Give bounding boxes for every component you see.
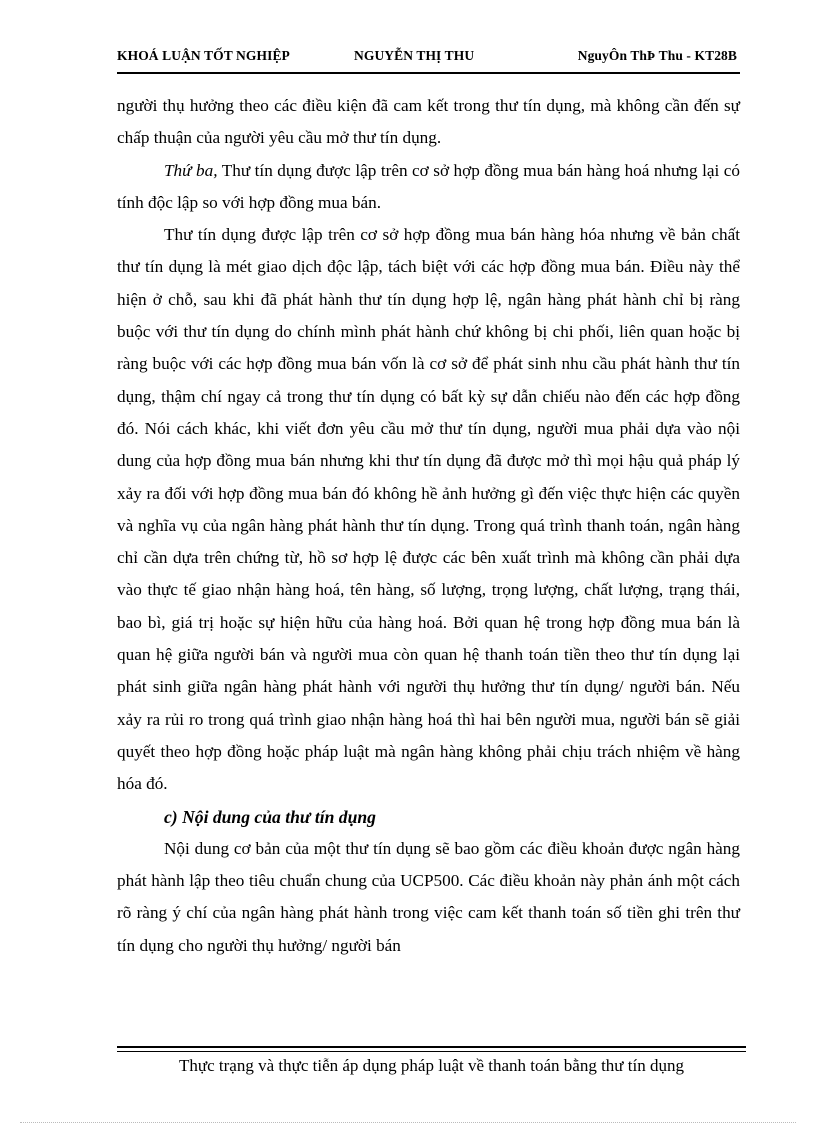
page-body xyxy=(117,90,740,962)
header-author-name: NGUYỄN THỊ THU xyxy=(354,48,475,63)
paragraph-independence: Thư tín dụng được lập trên cơ sở hợp đồng mua bán hàng hóa nhưng về bản chất thư tín dụng là mét giao dịch độc lập, tách biệt với các hợp đồng mua bán. Điều này thể hiện ở chỗ, sau khi đã phát hành thư tín dụng hợp lệ, ngân hàng phát hành chỉ bị ràng buộc với thư tín dụng do chính mình phát hành chứ không bị chi phối, liên quan hoặc bị ràng buộc với các hợp đồng mua bán vốn là cơ sở để phát sinh nhu cầu phát hành thư tín dụng, thậm chí ngay cả trong thư tín dụng có bất kỳ sự dẫn chiếu nào đến các hợp đồng đó. Nói cách khác, khi viết đơn yêu cầu mở thư tín dụng, người mua phải dựa vào nội dung của hợp đồng mua bán nhưng khi thư tín dụng đã được mở thì mọi hậu quả pháp lý xảy ra đối với hợp đồng mua bán đó không hề ảnh hưởng gì đến việc thực hiện các quyền và nghĩa vụ của ngân hàng phát hành thư tín dụng. Trong quá trình thanh toán, ngân hàng chỉ cần dựa trên chứng từ, hồ sơ hợp lệ được các bên xuất trình mà không cần phải dựa vào thực tế giao nhận hàng hoá, tên hàng, số lượng, trọng lượng, chất lượng, trạng thái, bao bì, giá trị hoặc sự hiện hữu của hàng hoá. Bởi quan hệ trong hợp đồng mua bán là quan hệ giữa người bán và người mua còn quan hệ thanh toán tiền theo thư tín dụng lại phát sinh giữa ngân hàng phát hành với người thụ hưởng thư tín dụng/ người bán. Nếu xảy ra rủi ro trong quá trình giao nhận hàng hoá thì hai bên người mua, người bán sẽ giải quyết theo hợp đồng hoặc pháp luật mà ngân hàng không phải chịu trách nhiệm về hàng hóa đó. xyxy=(117,225,740,794)
paragraph-third-feature-text: Thư tín dụng được lập trên cơ sở hợp đồng mua bán hàng hoá nhưng lại có tính độc lập so với hợp đồng mua bán. xyxy=(117,160,740,212)
paragraph-content-intro: Nội dung cơ bản của một thư tín dụng sẽ bao gồm các điều khoản được ngân hàng phát hành lập theo tiêu chuẩn chung của UCP500. Các điều khoản này phản ánh một cách rõ ràng ý chí của ngân hàng phát hành trong việc cam kết thanh toán số tiền ghi trên thư tín dụng cho người thụ hưởng/ người bán xyxy=(117,838,740,955)
footer-divider-thick xyxy=(117,1046,746,1048)
page-footer: Thực trạng và thực tiễn áp dụng pháp luật về thanh toán bằng thư tín dụng xyxy=(179,1056,684,1075)
page-header xyxy=(117,48,737,70)
header-author-class: NguyÔn ThÞ Thu - KT28B xyxy=(577,48,737,63)
paragraph-lead-italic: Thứ ba, xyxy=(164,160,218,180)
footer-divider-thin xyxy=(117,1051,746,1052)
paragraph-third-feature xyxy=(117,155,740,220)
header-divider xyxy=(117,72,740,74)
header-thesis-label: KHOÁ LUẬN TỐT NGHIỆP xyxy=(117,48,290,63)
section-heading: c) Nội dung của thư tín dụng xyxy=(164,806,376,827)
paragraph-continuation: người thụ hưởng theo các điều kiện đã cam kết trong thư tín dụng, mà không cần đến sự chấp thuận của người yêu cầu mở thư tín dụng. xyxy=(117,96,740,148)
